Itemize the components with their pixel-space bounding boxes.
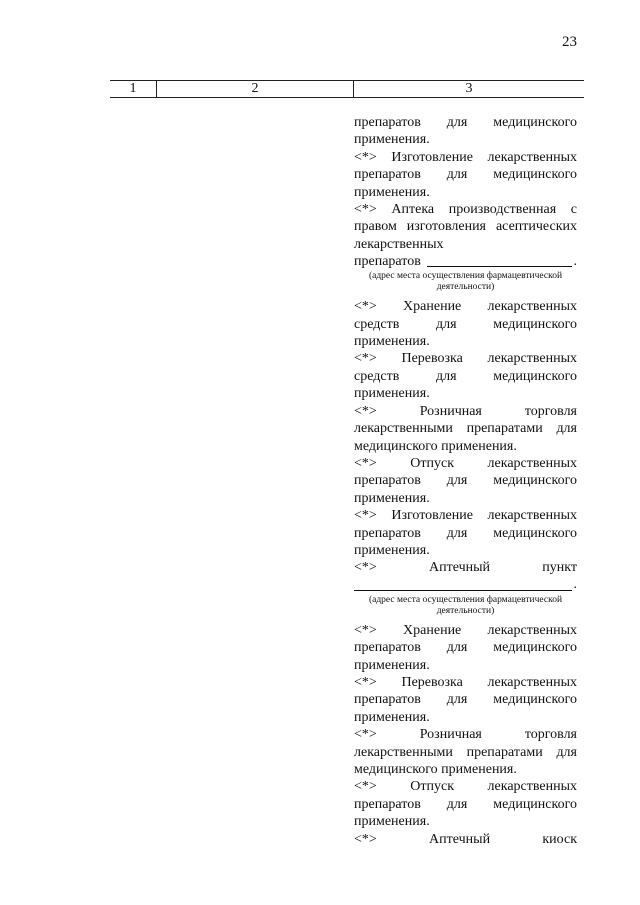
address-caption: (адрес места осуществления фармацевтической деятельности) [368,271,563,293]
column-header-3: 3 [465,81,473,96]
table-header [110,80,584,98]
column-header-2: 2 [157,81,354,97]
paragraph: <*> Аптечный пункт [354,560,577,576]
column-header-1: 1 [110,81,157,97]
paragraph: <*> Розничная торговля лекарственными препаратами для медицинского применения. [354,727,577,777]
paragraph: <*> Хранение лекарственных препаратов для медицинского применения. [354,622,577,673]
paragraph: <*> Отпуск лекарственных препаратов для медицинского применения. [354,455,577,506]
paragraph: <*> Отпуск лекарственных препаратов для медицинского применения. [354,779,577,830]
paragraph: <*> Изготовление лекарственных препаратов для медицинского применения. [354,149,577,200]
fill-in-line [427,254,572,267]
paragraph: <*> Аптека производственная с правом изготовления асептических лекарственных [354,202,577,252]
paragraph: препаратов для медицинского применения. [354,115,577,148]
address-caption: (адрес места осуществления фармацевтической деятельности) [368,594,563,616]
address-blank-line [354,253,577,270]
blank-line-end: . [573,577,577,593]
blank-line-end: . [573,253,577,269]
paragraph: <*> Хранение лекарственных средств для медицинского применения. [354,299,577,350]
page-number: 23 [562,34,577,50]
paragraph: <*> Розничная торговля лекарственными препаратами для медицинского применения. [354,403,577,454]
paragraph: <*> Аптечный киоск [354,831,577,847]
blank-line-label: препаратов [354,253,421,269]
paragraph: <*> Перевозка лекарственных средств для медицинского применения. [354,351,577,402]
address-blank-line [354,577,577,594]
paragraph: <*> Перевозка лекарственных препаратов для медицинского применения. [354,674,577,725]
fill-in-line [354,578,572,591]
paragraph: <*> Изготовление лекарственных препаратов для медицинского применения. [354,508,577,558]
column-3-content [354,114,577,848]
